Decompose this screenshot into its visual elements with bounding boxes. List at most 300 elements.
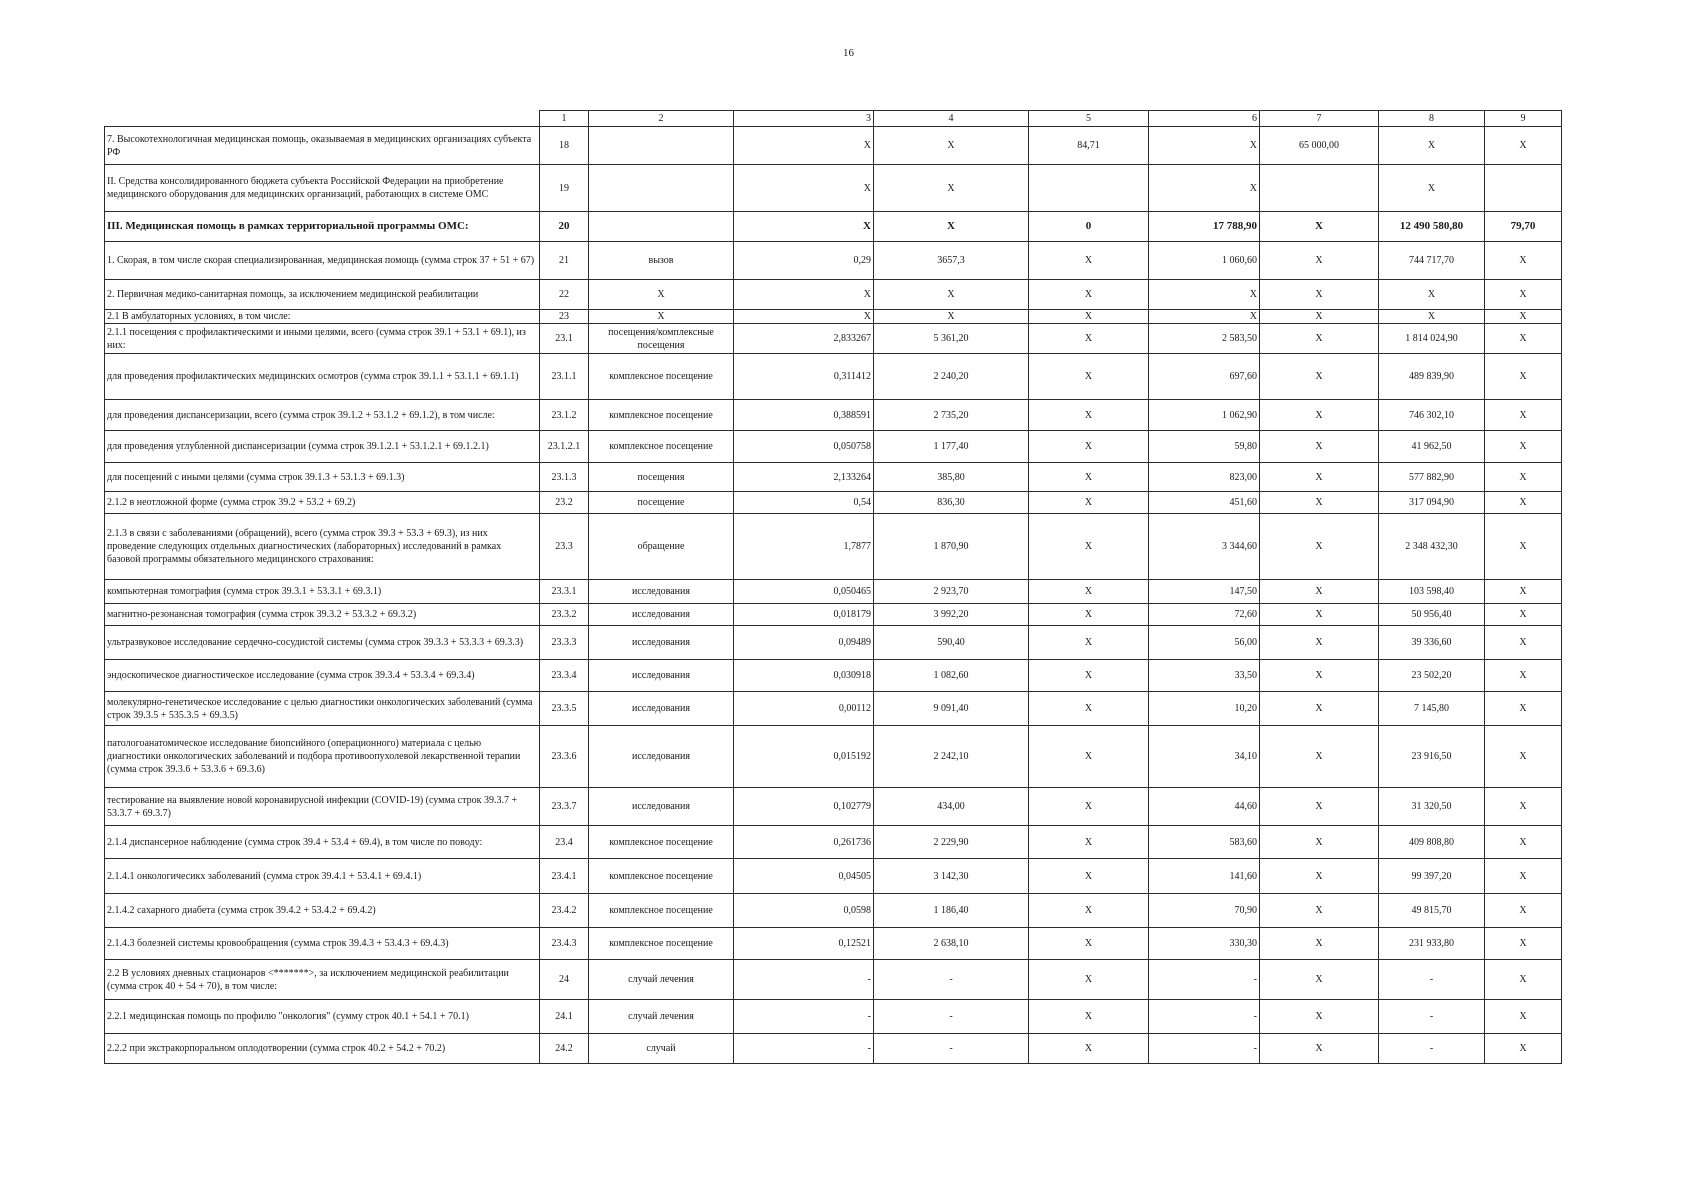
table-row xyxy=(105,626,1562,660)
table-cell-col-6: - xyxy=(1149,960,1260,1000)
table-cell-col-6: 697,60 xyxy=(1149,354,1260,400)
table-cell-col-9: X xyxy=(1485,280,1562,310)
table-cell-col-0: 2.1.1 посещения с профилактическими и иными целями, всего (сумма строк 39.1 + 53.1 + 69.1), из них: xyxy=(105,324,540,354)
page-number: 16 xyxy=(843,47,854,59)
table-cell-col-2: комплексное посещение xyxy=(589,928,734,960)
table-cell-col-3: 0,388591 xyxy=(734,400,874,431)
table-cell-col-6: 17 788,90 xyxy=(1149,212,1260,242)
table-cell-col-1: 23.3.7 xyxy=(540,788,589,826)
table-cell-col-6: X xyxy=(1149,310,1260,324)
table-cell-col-2: посещения xyxy=(589,463,734,492)
table-cell-col-5: X xyxy=(1029,310,1149,324)
table-cell-col-5: X xyxy=(1029,660,1149,692)
table-cell-col-7: X xyxy=(1260,463,1379,492)
header-cell-9: 9 xyxy=(1485,111,1562,127)
table-cell-col-7: X xyxy=(1260,580,1379,604)
table-cell-col-4: 1 870,90 xyxy=(874,514,1029,580)
table-cell-col-3: 2,133264 xyxy=(734,463,874,492)
table-row xyxy=(105,127,1562,165)
table-cell-col-2: исследования xyxy=(589,626,734,660)
table-cell-col-4: X xyxy=(874,310,1029,324)
table-cell-col-8: - xyxy=(1379,960,1485,1000)
table-cell-col-0: 2.1.2 в неотложной форме (сумма строк 39.2 + 53.2 + 69.2) xyxy=(105,492,540,514)
header-cell-4: 4 xyxy=(874,111,1029,127)
table-cell-col-2: комплексное посещение xyxy=(589,894,734,928)
table-row xyxy=(105,212,1562,242)
table-cell-col-9: X xyxy=(1485,492,1562,514)
table-cell-col-6: 141,60 xyxy=(1149,859,1260,894)
table-cell-col-0: II. Средства консолидированного бюджета субъекта Российской Федерации на приобретение медицинского оборудования для медицинских организаций, работающих в системе ОМС xyxy=(105,165,540,212)
table-cell-col-1: 23.1.2 xyxy=(540,400,589,431)
table-cell-col-8: 39 336,60 xyxy=(1379,626,1485,660)
table-cell-col-0: тестирование на выявление новой коронавирусной инфекции (COVID-19) (сумма строк 39.3.7 + 53.3.7 + 69.3.7) xyxy=(105,788,540,826)
table-cell-col-4: 2 242,10 xyxy=(874,726,1029,788)
table-cell-col-3: 0,00112 xyxy=(734,692,874,726)
table-cell-col-7: X xyxy=(1260,212,1379,242)
table-cell-col-8: 99 397,20 xyxy=(1379,859,1485,894)
table-cell-col-0: для посещений с иными целями (сумма строк 39.1.3 + 53.1.3 + 69.1.3) xyxy=(105,463,540,492)
table-row xyxy=(105,928,1562,960)
table-cell-col-6: X xyxy=(1149,280,1260,310)
table-row xyxy=(105,431,1562,463)
table-cell-col-0: ультразвуковое исследование сердечно-сосудистой системы (сумма строк 39.3.3 + 53.3.3 + 69.3.3) xyxy=(105,626,540,660)
table-cell-col-4: 9 091,40 xyxy=(874,692,1029,726)
table-cell-col-3: 0,261736 xyxy=(734,826,874,859)
table-cell-col-4: - xyxy=(874,1034,1029,1064)
table-cell-col-8: 746 302,10 xyxy=(1379,400,1485,431)
table-cell-col-9: X xyxy=(1485,960,1562,1000)
table-cell-col-6: 451,60 xyxy=(1149,492,1260,514)
table-cell-col-4: 3 142,30 xyxy=(874,859,1029,894)
table-cell-col-7: X xyxy=(1260,1034,1379,1064)
table-cell-col-7: X xyxy=(1260,431,1379,463)
table-cell-col-9: X xyxy=(1485,894,1562,928)
table-cell-col-1: 18 xyxy=(540,127,589,165)
table-cell-col-5: X xyxy=(1029,580,1149,604)
table-cell-col-9: X xyxy=(1485,431,1562,463)
table-cell-col-3: - xyxy=(734,960,874,1000)
table-cell-col-7: X xyxy=(1260,324,1379,354)
table-cell-col-1: 23.3.6 xyxy=(540,726,589,788)
table-cell-col-5: X xyxy=(1029,960,1149,1000)
table-cell-col-1: 23.3 xyxy=(540,514,589,580)
table-cell-col-7: X xyxy=(1260,928,1379,960)
table-cell-col-7: X xyxy=(1260,400,1379,431)
table-cell-col-2 xyxy=(589,212,734,242)
table-cell-col-0: 2.1 В амбулаторных условиях, в том числе: xyxy=(105,310,540,324)
table-row xyxy=(105,165,1562,212)
table-cell-col-7: X xyxy=(1260,859,1379,894)
table-cell-col-9: X xyxy=(1485,463,1562,492)
table-cell-col-9: X xyxy=(1485,514,1562,580)
table-cell-col-1: 23.1 xyxy=(540,324,589,354)
table-cell-col-1: 23.3.5 xyxy=(540,692,589,726)
table-cell-col-8: 409 808,80 xyxy=(1379,826,1485,859)
table-cell-col-0: 2. Первичная медико-санитарная помощь, за исключением медицинской реабилитации xyxy=(105,280,540,310)
table-cell-col-0: для проведения углубленной диспансеризации (сумма строк 39.1.2.1 + 53.1.2.1 + 69.1.2.1) xyxy=(105,431,540,463)
table-cell-col-3: X xyxy=(734,165,874,212)
table-cell-col-7: X xyxy=(1260,354,1379,400)
table-cell-col-1: 23.4.1 xyxy=(540,859,589,894)
table-cell-col-9: X xyxy=(1485,726,1562,788)
table-cell-col-1: 23.2 xyxy=(540,492,589,514)
table-cell-col-3: 0,12521 xyxy=(734,928,874,960)
table-cell-col-0: патологоанатомическое исследование биопсийного (операционного) материала с целью диагностики онкологических заболеваний и подбора противоопухолевой лекарственной терапии (сумма строк 39.3.6 + 53.3.6 + 69.3.6) xyxy=(105,726,540,788)
table-cell-col-5: X xyxy=(1029,859,1149,894)
table-cell-col-7: X xyxy=(1260,280,1379,310)
header-cell-0 xyxy=(105,111,540,127)
table-cell-col-1: 19 xyxy=(540,165,589,212)
table-cell-col-8: 7 145,80 xyxy=(1379,692,1485,726)
table-cell-col-6: 10,20 xyxy=(1149,692,1260,726)
table-cell-col-4: 2 735,20 xyxy=(874,400,1029,431)
table-cell-col-2: случай лечения xyxy=(589,960,734,1000)
table-cell-col-9: X xyxy=(1485,127,1562,165)
table-cell-col-9: X xyxy=(1485,604,1562,626)
table-cell-col-8: X xyxy=(1379,310,1485,324)
table-cell-col-3: 0,54 xyxy=(734,492,874,514)
table-cell-col-0: 2.1.3 в связи с заболеваниями (обращений), всего (сумма строк 39.3 + 53.3 + 69.3), из них проведение следующих отдельных диагностических (лабораторных) исследований в рамках базовой программы обязательного медицинского страхования: xyxy=(105,514,540,580)
table-cell-col-7: X xyxy=(1260,604,1379,626)
table-cell-col-8: 41 962,50 xyxy=(1379,431,1485,463)
table-cell-col-6: 147,50 xyxy=(1149,580,1260,604)
table-cell-col-7: X xyxy=(1260,660,1379,692)
table-row xyxy=(105,280,1562,310)
table-cell-col-6: 1 062,90 xyxy=(1149,400,1260,431)
table-cell-col-7: 65 000,00 xyxy=(1260,127,1379,165)
table-cell-col-4: 1 082,60 xyxy=(874,660,1029,692)
table-cell-col-1: 23.1.2.1 xyxy=(540,431,589,463)
table-cell-col-7: X xyxy=(1260,726,1379,788)
table-cell-col-4: 5 361,20 xyxy=(874,324,1029,354)
table-cell-col-8: 50 956,40 xyxy=(1379,604,1485,626)
table-cell-col-1: 21 xyxy=(540,242,589,280)
table-cell-col-4: 590,40 xyxy=(874,626,1029,660)
table-cell-col-8: 49 815,70 xyxy=(1379,894,1485,928)
table-cell-col-0: 2.2.1 медицинская помощь по профилю "онкология" (сумму строк 40.1 + 54.1 + 70.1) xyxy=(105,1000,540,1034)
table-cell-col-1: 23.3.1 xyxy=(540,580,589,604)
table-cell-col-3: 0,050465 xyxy=(734,580,874,604)
table-cell-col-2: посещения/комплексные посещения xyxy=(589,324,734,354)
table-row xyxy=(105,692,1562,726)
table-row xyxy=(105,788,1562,826)
table-cell-col-2: исследования xyxy=(589,788,734,826)
table-cell-col-4: 3657,3 xyxy=(874,242,1029,280)
table-cell-col-4: 2 240,20 xyxy=(874,354,1029,400)
table-cell-col-2: X xyxy=(589,310,734,324)
table-cell-col-3: 0,050758 xyxy=(734,431,874,463)
table-cell-col-7: X xyxy=(1260,492,1379,514)
table-cell-col-0: магнитно-резонансная томография (сумма строк 39.3.2 + 53.3.2 + 69.3.2) xyxy=(105,604,540,626)
table-cell-col-8: 23 916,50 xyxy=(1379,726,1485,788)
table-cell-col-6: - xyxy=(1149,1000,1260,1034)
table-cell-col-6: 1 060,60 xyxy=(1149,242,1260,280)
table-cell-col-9: X xyxy=(1485,692,1562,726)
table-cell-col-3: - xyxy=(734,1000,874,1034)
table-row xyxy=(105,242,1562,280)
table-cell-col-4: 3 992,20 xyxy=(874,604,1029,626)
table-cell-col-9: X xyxy=(1485,660,1562,692)
table-cell-col-7: X xyxy=(1260,514,1379,580)
table-cell-col-5: X xyxy=(1029,400,1149,431)
header-cell-5: 5 xyxy=(1029,111,1149,127)
table-row xyxy=(105,354,1562,400)
table-cell-col-0: 2.1.4.1 онкологичесикх заболеваний (сумма строк 39.4.1 + 53.4.1 + 69.4.1) xyxy=(105,859,540,894)
table-cell-col-0: эндоскопическое диагностическое исследование (сумма строк 39.3.4 + 53.3.4 + 69.3.4) xyxy=(105,660,540,692)
table-cell-col-9: X xyxy=(1485,354,1562,400)
table-row xyxy=(105,604,1562,626)
table-cell-col-6: 3 344,60 xyxy=(1149,514,1260,580)
table-cell-col-8: 317 094,90 xyxy=(1379,492,1485,514)
table-cell-col-8: 577 882,90 xyxy=(1379,463,1485,492)
table-cell-col-9: X xyxy=(1485,859,1562,894)
header-cell-7: 7 xyxy=(1260,111,1379,127)
table-cell-col-4: 2 229,90 xyxy=(874,826,1029,859)
table-cell-col-2: исследования xyxy=(589,692,734,726)
table-cell-col-7: X xyxy=(1260,826,1379,859)
table-cell-col-2: комплексное посещение xyxy=(589,431,734,463)
table-cell-col-3: X xyxy=(734,280,874,310)
table-cell-col-4: X xyxy=(874,212,1029,242)
table-row xyxy=(105,324,1562,354)
table-cell-col-5: X xyxy=(1029,354,1149,400)
data-table xyxy=(104,110,1562,1064)
table-cell-col-9: X xyxy=(1485,580,1562,604)
table-cell-col-5: X xyxy=(1029,826,1149,859)
table-cell-col-9: X xyxy=(1485,242,1562,280)
table-cell-col-0: 2.2 В условиях дневных стационаров <*******>, за исключением медицинской реабилитации (сумма строк 40 + 54 + 70), в том числе: xyxy=(105,960,540,1000)
table-cell-col-4: X xyxy=(874,280,1029,310)
table-cell-col-3: 0,102779 xyxy=(734,788,874,826)
table-cell-col-6: 583,60 xyxy=(1149,826,1260,859)
table-cell-col-9: X xyxy=(1485,788,1562,826)
table-row xyxy=(105,463,1562,492)
table-cell-col-7: X xyxy=(1260,894,1379,928)
table-cell-col-3: - xyxy=(734,1034,874,1064)
table-cell-col-5: 84,71 xyxy=(1029,127,1149,165)
table-cell-col-7: X xyxy=(1260,788,1379,826)
table-cell-col-4: 385,80 xyxy=(874,463,1029,492)
table-cell-col-1: 24.1 xyxy=(540,1000,589,1034)
table-cell-col-3: 0,09489 xyxy=(734,626,874,660)
table-row xyxy=(105,660,1562,692)
table-cell-col-8: 744 717,70 xyxy=(1379,242,1485,280)
table-cell-col-7: X xyxy=(1260,1000,1379,1034)
table-cell-col-9: 79,70 xyxy=(1485,212,1562,242)
table-cell-col-4: 2 638,10 xyxy=(874,928,1029,960)
table-cell-col-7: X xyxy=(1260,960,1379,1000)
table-row xyxy=(105,310,1562,324)
table-cell-col-3: X xyxy=(734,212,874,242)
table-row xyxy=(105,826,1562,859)
table-cell-col-5: X xyxy=(1029,431,1149,463)
table-cell-col-6: 34,10 xyxy=(1149,726,1260,788)
table-cell-col-1: 20 xyxy=(540,212,589,242)
table-cell-col-3: X xyxy=(734,310,874,324)
table-cell-col-6: 72,60 xyxy=(1149,604,1260,626)
table-cell-col-1: 22 xyxy=(540,280,589,310)
table-cell-col-1: 23.3.2 xyxy=(540,604,589,626)
table-cell-col-0: 7. Высокотехнологичная медицинская помощь, оказываемая в медицинских организациях субъекта РФ xyxy=(105,127,540,165)
table-cell-col-4: 1 186,40 xyxy=(874,894,1029,928)
table-cell-col-1: 23.3.3 xyxy=(540,626,589,660)
table-cell-col-8: 23 502,20 xyxy=(1379,660,1485,692)
table-cell-col-9: X xyxy=(1485,310,1562,324)
table-cell-col-8: X xyxy=(1379,280,1485,310)
table-cell-col-4: - xyxy=(874,1000,1029,1034)
table-cell-col-5: X xyxy=(1029,463,1149,492)
table-cell-col-2: случай xyxy=(589,1034,734,1064)
table-cell-col-3: 0,018179 xyxy=(734,604,874,626)
table-cell-col-3: 1,7877 xyxy=(734,514,874,580)
table-cell-col-0: компьютерная томография (сумма строк 39.3.1 + 53.3.1 + 69.3.1) xyxy=(105,580,540,604)
table-row xyxy=(105,960,1562,1000)
table-cell-col-0: 1. Скорая, в том числе скорая специализированная, медицинская помощь (сумма строк 37 + 51 + 67) xyxy=(105,242,540,280)
table-cell-col-8: 2 348 432,30 xyxy=(1379,514,1485,580)
table-cell-col-9: X xyxy=(1485,928,1562,960)
table-row xyxy=(105,514,1562,580)
table-cell-col-2: посещение xyxy=(589,492,734,514)
table-cell-col-8: 12 490 580,80 xyxy=(1379,212,1485,242)
table-cell-col-8: 1 814 024,90 xyxy=(1379,324,1485,354)
table-cell-col-7 xyxy=(1260,165,1379,212)
table-cell-col-5: X xyxy=(1029,280,1149,310)
table-cell-col-5: X xyxy=(1029,894,1149,928)
table-cell-col-2: исследования xyxy=(589,604,734,626)
table-cell-col-6: 33,50 xyxy=(1149,660,1260,692)
table-cell-col-4: - xyxy=(874,960,1029,1000)
table-cell-col-5: X xyxy=(1029,242,1149,280)
table-cell-col-3: 0,04505 xyxy=(734,859,874,894)
table-body xyxy=(105,111,1562,1064)
table-cell-col-9: X xyxy=(1485,626,1562,660)
table-cell-col-5: X xyxy=(1029,604,1149,626)
header-row xyxy=(105,111,1562,127)
table-cell-col-2: вызов xyxy=(589,242,734,280)
table-cell-col-2 xyxy=(589,165,734,212)
table-cell-col-5: X xyxy=(1029,1034,1149,1064)
table-cell-col-0: III. Медицинская помощь в рамках территориальной программы ОМС: xyxy=(105,212,540,242)
table-cell-col-3: 0,29 xyxy=(734,242,874,280)
table-cell-col-5: X xyxy=(1029,492,1149,514)
table-row xyxy=(105,1034,1562,1064)
table-cell-col-4: 434,00 xyxy=(874,788,1029,826)
table-cell-col-7: X xyxy=(1260,692,1379,726)
table-cell-col-1: 23 xyxy=(540,310,589,324)
table-cell-col-8: - xyxy=(1379,1000,1485,1034)
table-cell-col-8: X xyxy=(1379,127,1485,165)
table-cell-col-8: 31 320,50 xyxy=(1379,788,1485,826)
table-cell-col-5: X xyxy=(1029,1000,1149,1034)
table-cell-col-0: 2.1.4.2 сахарного диабета (сумма строк 39.4.2 + 53.4.2 + 69.4.2) xyxy=(105,894,540,928)
table-cell-col-3: 0,030918 xyxy=(734,660,874,692)
table-row xyxy=(105,1000,1562,1034)
table-cell-col-5: X xyxy=(1029,324,1149,354)
table-cell-col-1: 23.1.3 xyxy=(540,463,589,492)
table-cell-col-2: комплексное посещение xyxy=(589,354,734,400)
table-cell-col-1: 23.4.3 xyxy=(540,928,589,960)
table-cell-col-8: 103 598,40 xyxy=(1379,580,1485,604)
table-cell-col-2: комплексное посещение xyxy=(589,400,734,431)
table-row xyxy=(105,859,1562,894)
table-cell-col-9: X xyxy=(1485,324,1562,354)
table-cell-col-5: X xyxy=(1029,726,1149,788)
table-cell-col-8: - xyxy=(1379,1034,1485,1064)
table-cell-col-9 xyxy=(1485,165,1562,212)
table-cell-col-0: для проведения профилактических медицинских осмотров (сумма строк 39.1.1 + 53.1.1 + 69.1.1) xyxy=(105,354,540,400)
table-cell-col-5: X xyxy=(1029,514,1149,580)
header-cell-2: 2 xyxy=(589,111,734,127)
table-cell-col-2: исследования xyxy=(589,726,734,788)
table-cell-col-6: 56,00 xyxy=(1149,626,1260,660)
table-cell-col-6: - xyxy=(1149,1034,1260,1064)
table-cell-col-5 xyxy=(1029,165,1149,212)
table-cell-col-4: 1 177,40 xyxy=(874,431,1029,463)
table-cell-col-1: 23.4.2 xyxy=(540,894,589,928)
table-cell-col-6: 330,30 xyxy=(1149,928,1260,960)
table-cell-col-6: 59,80 xyxy=(1149,431,1260,463)
table-cell-col-2: исследования xyxy=(589,660,734,692)
table-row xyxy=(105,400,1562,431)
table-row xyxy=(105,492,1562,514)
table-cell-col-2: случай лечения xyxy=(589,1000,734,1034)
table-cell-col-2: комплексное посещение xyxy=(589,859,734,894)
table-cell-col-1: 23.3.4 xyxy=(540,660,589,692)
header-cell-8: 8 xyxy=(1379,111,1485,127)
table-cell-col-0: для проведения диспансеризации, всего (сумма строк 39.1.2 + 53.1.2 + 69.1.2), в том числе: xyxy=(105,400,540,431)
table-cell-col-7: X xyxy=(1260,310,1379,324)
table-cell-col-4: 836,30 xyxy=(874,492,1029,514)
table-cell-col-5: X xyxy=(1029,626,1149,660)
table-cell-col-2: X xyxy=(589,280,734,310)
table-cell-col-1: 24.2 xyxy=(540,1034,589,1064)
table-cell-col-9: X xyxy=(1485,826,1562,859)
header-cell-1: 1 xyxy=(540,111,589,127)
table-cell-col-8: 489 839,90 xyxy=(1379,354,1485,400)
table-cell-col-1: 24 xyxy=(540,960,589,1000)
table-cell-col-7: X xyxy=(1260,626,1379,660)
table-cell-col-4: X xyxy=(874,165,1029,212)
table-cell-col-9: X xyxy=(1485,1034,1562,1064)
table-cell-col-8: 231 933,80 xyxy=(1379,928,1485,960)
table-cell-col-5: 0 xyxy=(1029,212,1149,242)
table-cell-col-6: 44,60 xyxy=(1149,788,1260,826)
table-cell-col-6: 2 583,50 xyxy=(1149,324,1260,354)
table-cell-col-6: 823,00 xyxy=(1149,463,1260,492)
table-cell-col-3: X xyxy=(734,127,874,165)
table-row xyxy=(105,580,1562,604)
table-cell-col-3: 0,311412 xyxy=(734,354,874,400)
table-cell-col-2: комплексное посещение xyxy=(589,826,734,859)
table-row xyxy=(105,726,1562,788)
table-cell-col-0: 2.1.4 диспансерное наблюдение (сумма строк 39.4 + 53.4 + 69.4), в том числе по поводу: xyxy=(105,826,540,859)
table-cell-col-7: X xyxy=(1260,242,1379,280)
table-cell-col-3: 2,833267 xyxy=(734,324,874,354)
header-cell-3: 3 xyxy=(734,111,874,127)
table-cell-col-6: X xyxy=(1149,165,1260,212)
table-cell-col-9: X xyxy=(1485,400,1562,431)
header-cell-6: 6 xyxy=(1149,111,1260,127)
table-cell-col-0: молекулярно-генетическое исследование с целью диагностики онкологических заболеваний (сумма строк 39.3.5 + 535.3.5 + 69.3.5) xyxy=(105,692,540,726)
table-cell-col-2: обращение xyxy=(589,514,734,580)
table-cell-col-2 xyxy=(589,127,734,165)
table-cell-col-8: X xyxy=(1379,165,1485,212)
table-cell-col-4: 2 923,70 xyxy=(874,580,1029,604)
table-cell-col-1: 23.1.1 xyxy=(540,354,589,400)
table-cell-col-2: исследования xyxy=(589,580,734,604)
table-cell-col-5: X xyxy=(1029,692,1149,726)
table-cell-col-0: 2.2.2 при экстракорпоральном оплодотворении (сумма строк 40.2 + 54.2 + 70.2) xyxy=(105,1034,540,1064)
